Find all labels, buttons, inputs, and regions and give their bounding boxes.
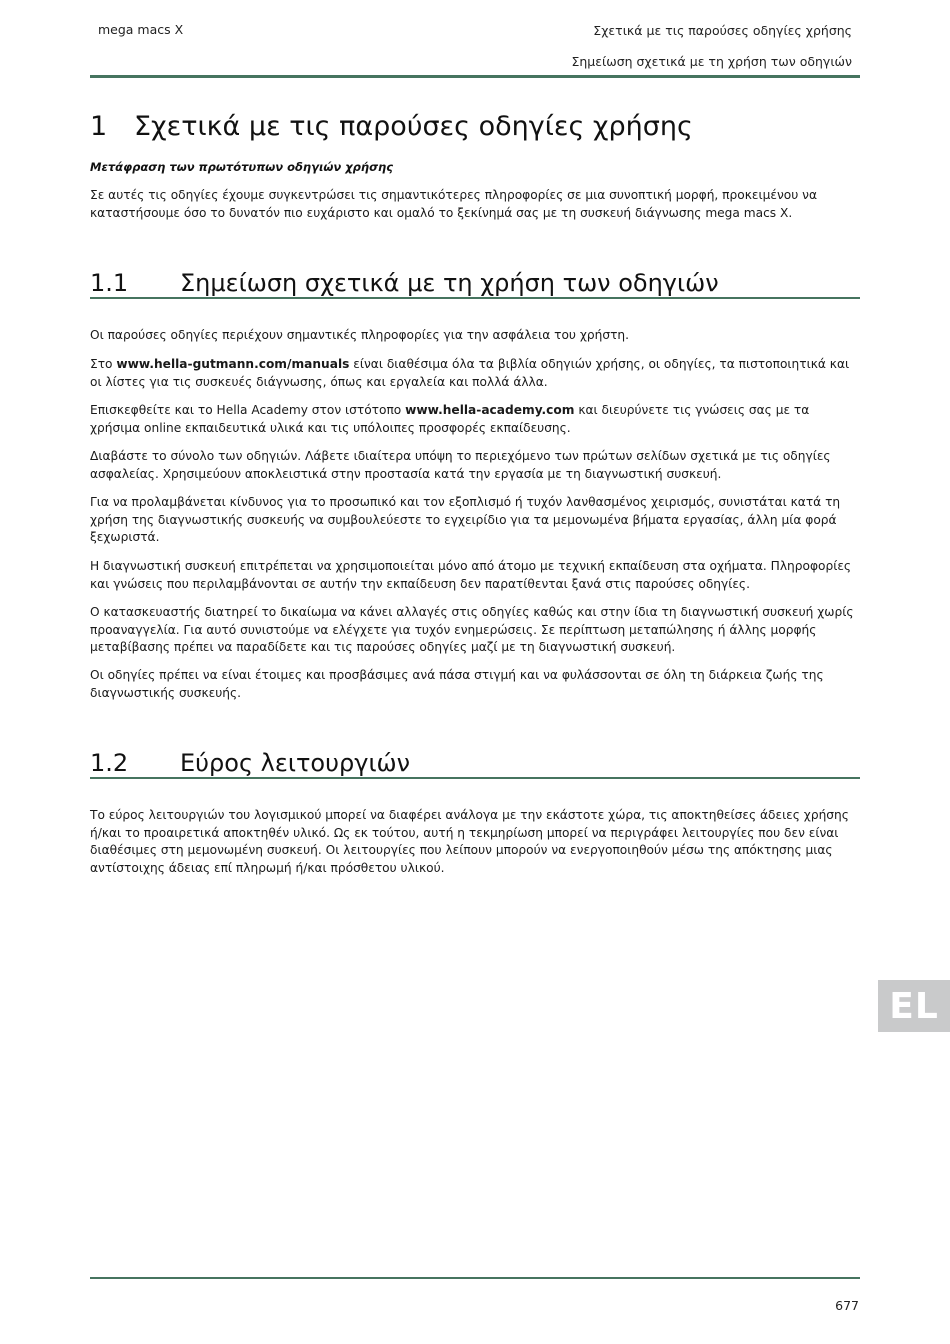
section-1-2-title: Εύρος λειτουργιών <box>180 749 411 777</box>
section-1-1-paragraph: Για να προλαμβάνεται κίνδυνος για το προσωπικό και τον εξοπλισμό ή τυχόν λανθασμένος χειρισμός, συνιστάται κατά τη χρήση της διαγνωστικής συσκευής να συμβουλεύεστε το εγχειρίδιο για τα μεμονωμένα βήματα εργασίας, άλλη μία φορά ξεχωριστά. <box>90 495 841 544</box>
footer-rule <box>90 1277 860 1279</box>
section-1-1-title: Σημείωση σχετικά με τη χρήση των οδηγιών <box>180 269 719 297</box>
chapter-subtitle: Μετάφραση των πρωτότυπων οδηγιών χρήσης <box>90 160 394 174</box>
page-number: 677 <box>835 1298 859 1313</box>
language-tab: EL <box>878 980 950 1032</box>
section-1-1-paragraph-manuals <box>90 356 862 391</box>
section-1-1-number: 1.1 <box>90 269 129 297</box>
section-1-1-rule <box>90 297 860 299</box>
text: και διευρύνετε τις γνώσεις σας με τα χρήσιμα online εκπαιδευτικά υλικά και τις υπόλοιπες προσφορές εκπαίδευσης. <box>90 403 810 435</box>
text: Στο <box>90 357 117 371</box>
chapter-number: 1 <box>90 111 108 142</box>
section-1-2-rule <box>90 777 860 779</box>
section-1-2-number: 1.2 <box>90 749 129 777</box>
section-1-1-paragraph: Ο κατασκευαστής διατηρεί το δικαίωμα να κάνει αλλαγές στις οδηγίες καθώς και στην ίδια τη διαγνωστική συσκευή χωρίς προαναγγελία. Για αυτό συνιστούμε να ελέγχετε για τυχόν ενημερώσεις. Σε περίπτωση μεταπώλησης ή άλλης μορφής μεταβίβασης πρέπει να παραδίδετε και τις παρούσες οδηγίες μαζί με τη διαγνωστική συσκευή. <box>90 605 854 654</box>
text: Επισκεφθείτε και το Hella Academy στον ιστότοπο <box>90 403 406 417</box>
section-1-1-paragraph: Οι οδηγίες πρέπει να είναι έτοιμες και προσβάσιμες ανά πάσα στιγμή και να φυλάσσονται σε όλη τη διάρκεια ζωής της διαγνωστικής συσκευής. <box>90 668 824 700</box>
chapter-intro: Σε αυτές τις οδηγίες έχουμε συγκεντρώσει τις σημαντικότερες πληροφορίες σε μια συνοπτική μορφή, προκειμένου να καταστήσουμε όσο το δυνατόν πιο ευχάριστο και ομαλό το ξεκίνημά σας με τη συσκευή διάγνωσης mega macs X. <box>90 188 817 220</box>
chapter-title: Σχετικά με τις παρούσες οδηγίες χρήσης <box>134 111 693 142</box>
section-1-1-paragraph: Διαβάστε το σύνολο των οδηγιών. Λάβετε ιδιαίτερα υπόψη το περιεχόμενο των πρώτων σελίδων σχετικά με τις οδηγίες ασφαλείας. Χρησιμεύουν αποκλειστικά στην προστασία κατά την εργασία με τη διαγνωστική συσκευή. <box>90 449 831 481</box>
section-1-1-paragraph: Η διαγνωστική συσκευή επιτρέπεται να χρησιμοποιείται μόνο από άτομο με τεχνική εκπαίδευση στα οχήματα. Πληροφορίες και γνώσεις που περιλαμβάνονται σε αυτήν την εκπαίδευση δεν παρατίθενται ξανά στις παρούσες οδηγίες. <box>90 559 852 591</box>
section-1-1-paragraph: Οι παρούσες οδηγίες περιέχουν σημαντικές πληροφορίες για την ασφάλεια του χρήστη. <box>90 328 630 342</box>
section-1-1-paragraph-academy <box>90 402 862 437</box>
academy-link[interactable]: www.hella-academy.com <box>405 403 575 417</box>
manuals-link[interactable]: www.hella-gutmann.com/manuals <box>116 357 350 371</box>
header-chapter-title: Σχετικά με τις παρούσες οδηγίες χρήσης <box>593 23 852 38</box>
header-section-title: Σημείωση σχετικά με τη χρήση των οδηγιών <box>571 54 852 69</box>
header-rule <box>90 75 860 78</box>
header-product-name: mega macs X <box>98 22 184 37</box>
section-1-2-paragraph: Το εύρος λειτουργιών του λογισμικού μπορεί να διαφέρει ανάλογα με την εκάστοτε χώρα, τις αποκτηθείσες άδειες χρήσης ή/και το προαιρετικά αποκτηθέν υλικό. Ως εκ τούτου, αυτή η τεκμηρίωση μπορεί να περιγράφει λειτουργίες που δεν είναι διαθέσιμες στη μεμονωμένη συσκευή. Οι λειτουργίες που λείπουν μπορούν να ενεργοποιηθούν μέσω της απόκτησης μιας αντίστοιχης άδειας επί πληρωμή ή/και πρόσθετου υλικού. <box>90 808 849 875</box>
text: είναι διαθέσιμα όλα τα βιβλία οδηγιών χρήσης, οι οδηγίες, τα πιστοποιητικά και οι λίστες για τις συσκευές διάγνωσης, όπως και εργαλεία και πολλά άλλα. <box>90 357 850 389</box>
